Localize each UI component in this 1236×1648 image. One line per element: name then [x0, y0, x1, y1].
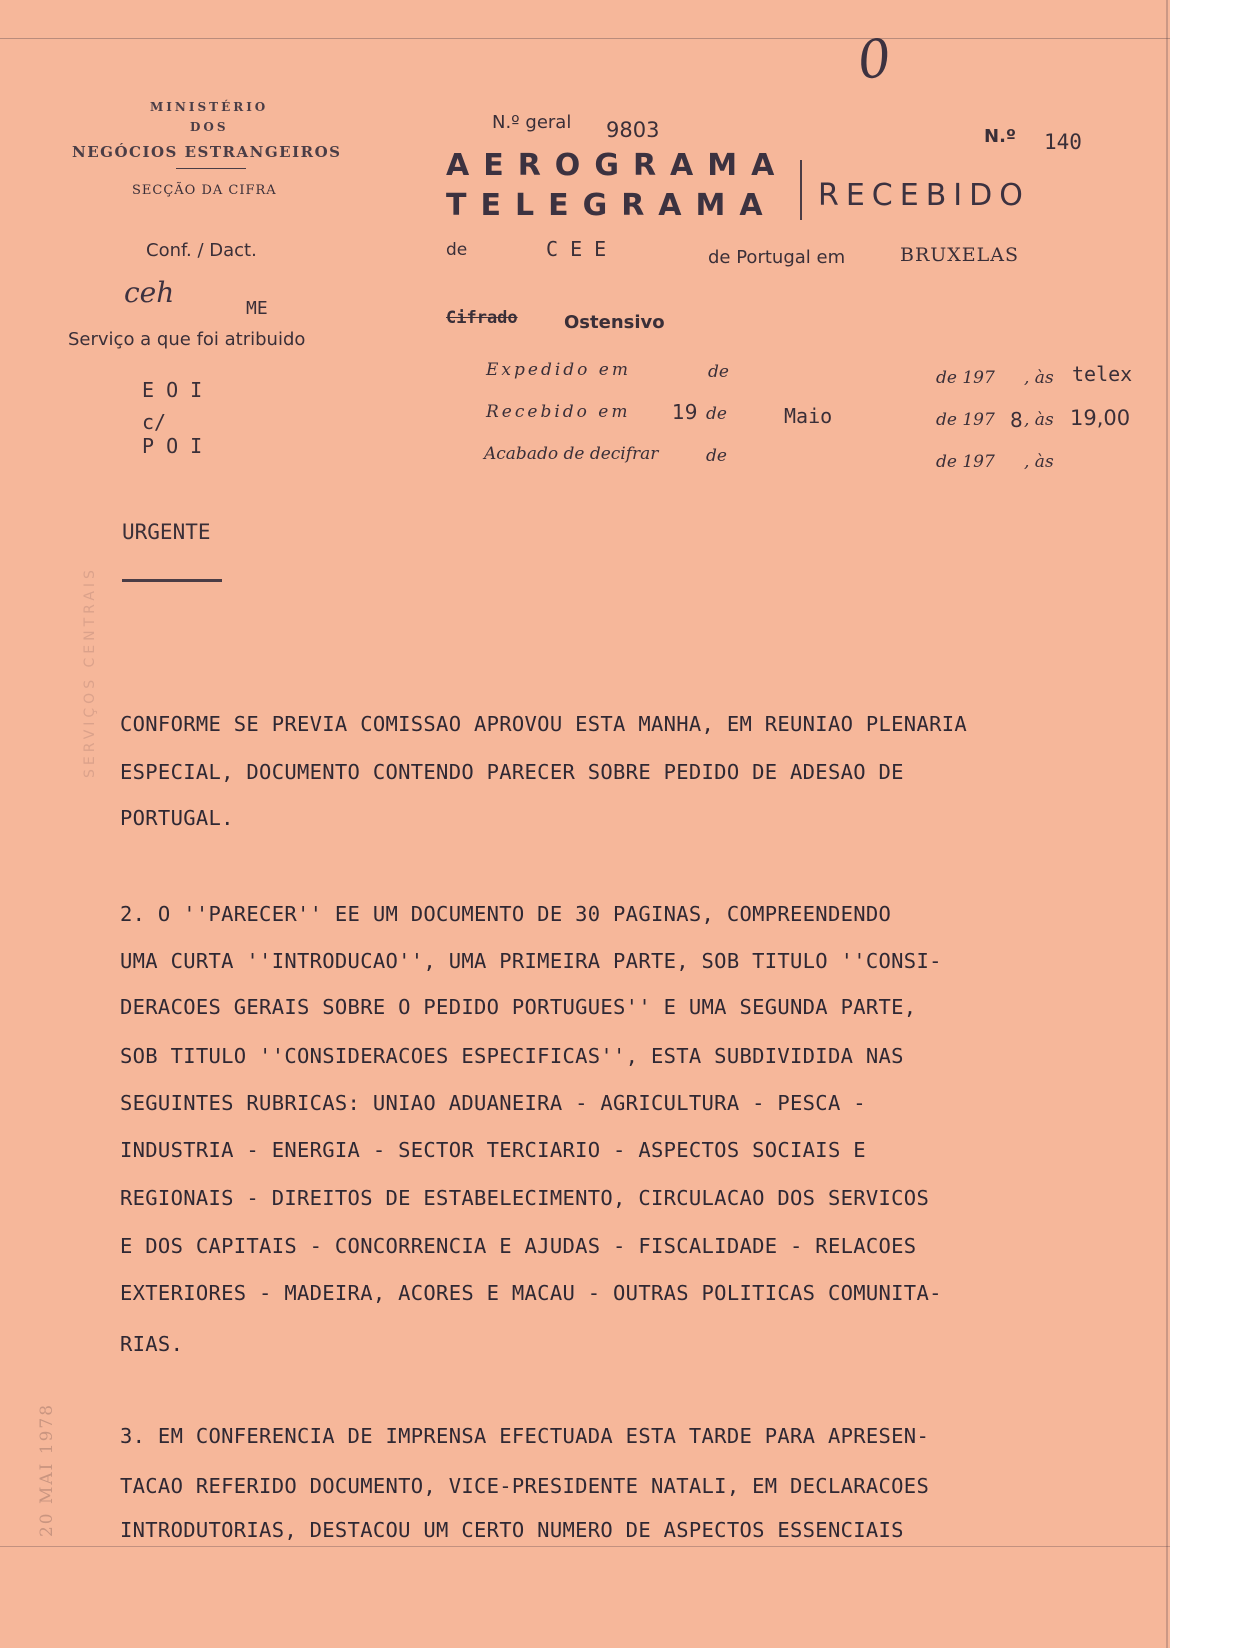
acabado-de-197: de 197 — [936, 452, 995, 472]
location: BRUXELAS — [900, 244, 1020, 266]
body-line-7: SOB TITULO ''CONSIDERACOES ESPECIFICAS'', ESTA SUBDIVIDIDA NAS — [120, 1044, 904, 1068]
right-edge-line — [1166, 0, 1168, 1648]
geral-number: 9803 — [606, 118, 660, 142]
bottom-fold-line — [0, 1546, 1170, 1547]
body-line-16: INTRODUTORIAS, DESTACOU UM CERTO NUMERO DE ASPECTOS ESSENCIAIS — [120, 1518, 904, 1542]
body-line-1: CONFORME SE PREVIA COMISSAO APROVOU ESTA MANHA, EM REUNIAO PLENARIA — [120, 712, 968, 736]
body-line-12: EXTERIORES - MADEIRA, ACORES E MACAU - OUTRAS POLITICAS COMUNITA- — [120, 1281, 942, 1305]
service-label: Serviço a que foi atribuido — [68, 329, 306, 350]
side-stamp: SERVIÇOS CENTRAIS — [82, 566, 98, 778]
routing-line-1: E O I — [142, 378, 203, 402]
service-code: ME — [246, 298, 268, 319]
classification: Ostensivo — [564, 312, 665, 333]
body-line-11: E DOS CAPITAIS - CONCORRENCIA E AJUDAS - FISCALIDADE - RELACOES — [120, 1234, 917, 1258]
body-line-15: TACAO REFERIDO DOCUMENTO, VICE-PRESIDENTE NATALI, EM DECLARACOES — [120, 1474, 930, 1498]
expedido-as: , às — [1024, 368, 1054, 388]
bracket-line — [800, 160, 802, 220]
initials-signature: ceh — [124, 276, 175, 309]
conf-dact-label: Conf. / Dact. — [146, 240, 257, 261]
recebido-de-197: de 197 — [936, 410, 995, 430]
classification-struck: Cifrado — [446, 308, 518, 328]
urgent-underline — [122, 579, 222, 582]
ministry-line3: NEGÓCIOS ESTRANGEIROS — [72, 143, 342, 161]
acabado-de: de — [706, 446, 727, 466]
body-line-3: PORTUGAL. — [120, 806, 234, 830]
numero-label: N.º — [984, 126, 1017, 147]
aerograma-title: AEROGRAMA — [446, 148, 789, 183]
geral-label: N.º geral — [492, 112, 572, 133]
recebido-type: RECEBIDO — [818, 178, 1030, 213]
body-line-14: 3. EM CONFERENCIA DE IMPRENSA EFECTUADA ESTA TARDE PARA APRESEN- — [120, 1424, 930, 1448]
sender: C E E — [546, 237, 607, 261]
recebido-time: 19,00 — [1070, 406, 1131, 430]
expedido-de: de — [708, 362, 729, 382]
routing-line-2: c/ — [142, 410, 167, 434]
recebido-label: Recebido em — [486, 402, 631, 422]
de-label: de — [446, 240, 468, 260]
expedido-de-197: de 197 — [936, 368, 995, 388]
acabado-label: Acabado de decifrar — [484, 444, 659, 464]
recebido-month: Maio — [784, 404, 833, 428]
body-line-13: RIAS. — [120, 1332, 184, 1356]
recebido-day: 19 — [672, 400, 698, 424]
recebido-year-digit: 8 — [1010, 408, 1023, 432]
ministry-divider — [176, 168, 246, 169]
expedido-label: Expedido em — [486, 360, 631, 380]
ministry-line2: DOS — [190, 120, 229, 134]
recebido-de: de — [706, 404, 727, 424]
recebido-as: , às — [1024, 410, 1054, 430]
acabado-as: , às — [1024, 452, 1054, 472]
body-line-9: INDUSTRIA - ENERGIA - SECTOR TERCIARIO - ASPECTOS SOCIAIS E — [120, 1138, 866, 1162]
ministry-line1: MINISTÉRIO — [150, 100, 269, 114]
body-line-2: ESPECIAL, DOCUMENTO CONTENDO PARECER SOBRE PEDIDO DE ADESAO DE — [120, 760, 904, 784]
routing-line-3: P O I — [142, 434, 203, 458]
body-line-4: 2. O ''PARECER'' EE UM DOCUMENTO DE 30 PAGINAS, COMPREENDENDO — [120, 902, 892, 926]
body-line-6: DERACOES GERAIS SOBRE O PEDIDO PORTUGUES'' E UMA SEGUNDA PARTE, — [120, 995, 917, 1019]
top-edge-line — [0, 38, 1170, 39]
body-line-8: SEGUINTES RUBRICAS: UNIAO ADUANEIRA - AGRICULTURA - PESCA - — [120, 1091, 866, 1115]
expedido-time: telex — [1072, 362, 1133, 386]
telegrama-title: TELEGRAMA — [446, 188, 777, 223]
date-stamp: 20 MAI 1978 — [37, 1402, 58, 1538]
body-line-5: UMA CURTA ''INTRODUCAO'', UMA PRIMEIRA PARTE, SOB TITULO ''CONSI- — [120, 949, 942, 973]
urgent-label: URGENTE — [122, 520, 211, 544]
numero-value: 140 — [1044, 130, 1082, 154]
cipher-section: SECÇÃO DA CIFRA — [132, 183, 277, 198]
de-portugal-label: de Portugal em — [708, 247, 846, 268]
body-line-10: REGIONAIS - DIREITOS DE ESTABELECIMENTO, CIRCULACAO DOS SERVICOS — [120, 1186, 930, 1210]
handwritten-mark: 0 — [853, 27, 896, 93]
